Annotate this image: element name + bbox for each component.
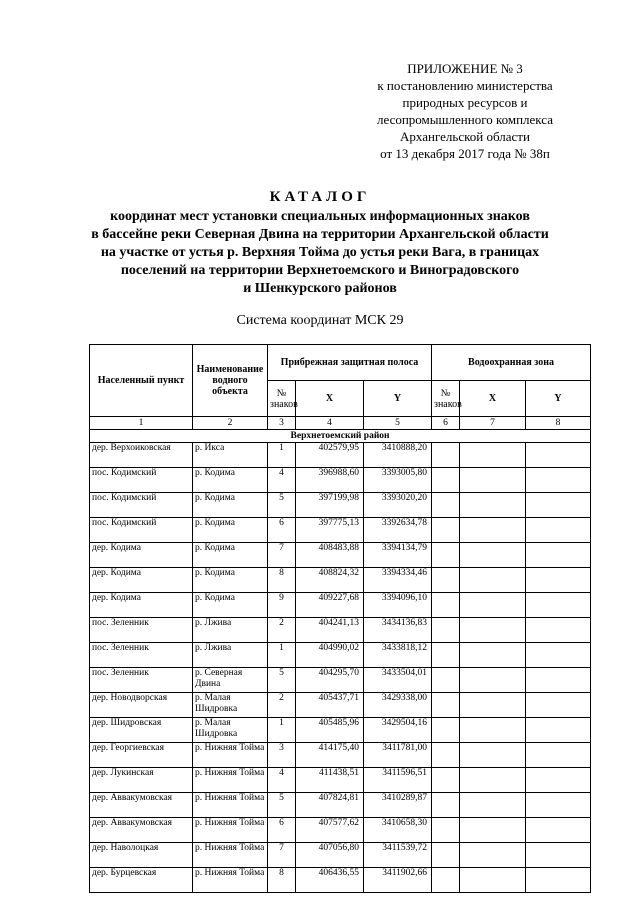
water-body-cell: р. Лжива bbox=[193, 618, 268, 643]
x-coordinate-cell: 396988,60 bbox=[296, 468, 364, 493]
y-coordinate-cell: 3393020,20 bbox=[364, 493, 432, 518]
x-coordinate-cell: 397775,13 bbox=[296, 518, 364, 543]
coordinates-table bbox=[89, 344, 591, 893]
y-coordinate-cell: 3433504,01 bbox=[364, 668, 432, 693]
empty-zone-cell bbox=[526, 718, 591, 743]
sign-number-cell: 5 bbox=[268, 668, 296, 693]
y-coordinate-cell: 3434136,83 bbox=[364, 618, 432, 643]
water-body-cell: р. Нижняя Тойма bbox=[193, 793, 268, 818]
empty-zone-cell bbox=[432, 718, 460, 743]
x-coordinate-cell: 404241,13 bbox=[296, 618, 364, 643]
empty-zone-cell bbox=[526, 843, 591, 868]
empty-zone-cell bbox=[432, 543, 460, 568]
y-coordinate-cell: 3429338,00 bbox=[364, 693, 432, 718]
x-coordinate-cell: 406436,55 bbox=[296, 868, 364, 893]
empty-zone-cell bbox=[526, 868, 591, 893]
empty-zone-cell bbox=[432, 768, 460, 793]
empty-zone-cell bbox=[460, 593, 526, 618]
x-coordinate-cell: 407056,80 bbox=[296, 843, 364, 868]
settlement-cell: дер. Наволоцкая bbox=[90, 843, 193, 868]
settlement-cell: пос. Кодимский bbox=[90, 468, 193, 493]
empty-zone-cell bbox=[460, 718, 526, 743]
settlement-cell: пос. Зеленник bbox=[90, 668, 193, 693]
water-body-cell: р. Малая Шидровка bbox=[193, 718, 268, 743]
empty-zone-cell bbox=[432, 793, 460, 818]
header-water-protection-zone: Водоохранная зона bbox=[432, 345, 591, 381]
column-number: 2 bbox=[193, 417, 268, 430]
empty-zone-cell bbox=[526, 693, 591, 718]
appendix-line: ПРИЛОЖЕНИЕ № 3 bbox=[407, 61, 523, 76]
empty-zone-cell bbox=[432, 468, 460, 493]
appendix-block bbox=[350, 60, 580, 162]
table-row bbox=[90, 743, 591, 768]
coordinate-system-label: Система координат МСК 29 bbox=[236, 313, 404, 328]
title-line: в бассейне реки Северная Двина на территории Архангельской области bbox=[91, 227, 549, 242]
table-row bbox=[90, 718, 591, 743]
y-coordinate-cell: 3411781,00 bbox=[364, 743, 432, 768]
settlement-cell: дер. Георгиевская bbox=[90, 743, 193, 768]
y-coordinate-cell: 3394334,46 bbox=[364, 568, 432, 593]
sign-number-cell: 4 bbox=[268, 768, 296, 793]
settlement-cell: дер. Лукинская bbox=[90, 768, 193, 793]
settlement-cell: дер. Кодима bbox=[90, 593, 193, 618]
empty-zone-cell bbox=[460, 568, 526, 593]
y-coordinate-cell: 3411596,51 bbox=[364, 768, 432, 793]
empty-zone-cell bbox=[526, 618, 591, 643]
table-row bbox=[90, 868, 591, 893]
header-coastal-strip: Прибрежная защитная полоса bbox=[268, 345, 432, 381]
sign-number-cell: 5 bbox=[268, 793, 296, 818]
header-y: Y bbox=[526, 381, 591, 417]
empty-zone-cell bbox=[526, 643, 591, 668]
table-row bbox=[90, 668, 591, 693]
settlement-cell: дер. Аввакумовская bbox=[90, 818, 193, 843]
empty-zone-cell bbox=[526, 543, 591, 568]
water-body-cell: р. Лжива bbox=[193, 643, 268, 668]
title-line: координат мест установки специальных информационных знаков bbox=[110, 209, 530, 224]
y-coordinate-cell: 3393005,80 bbox=[364, 468, 432, 493]
sign-number-cell: 2 bbox=[268, 693, 296, 718]
empty-zone-cell bbox=[432, 618, 460, 643]
settlement-cell: дер. Аввакумовская bbox=[90, 793, 193, 818]
column-number: 5 bbox=[364, 417, 432, 430]
appendix-line: от 13 декабря 2017 года № 38п bbox=[380, 146, 550, 161]
settlement-cell: дер. Кодима bbox=[90, 543, 193, 568]
empty-zone-cell bbox=[460, 668, 526, 693]
settlement-cell: дер. Кодима bbox=[90, 568, 193, 593]
empty-zone-cell bbox=[432, 643, 460, 668]
sign-number-cell: 2 bbox=[268, 618, 296, 643]
sign-number-cell: 1 bbox=[268, 643, 296, 668]
column-number: 1 bbox=[90, 417, 193, 430]
header-y: Y bbox=[364, 381, 432, 417]
x-coordinate-cell: 414175,40 bbox=[296, 743, 364, 768]
y-coordinate-cell: 3410658,30 bbox=[364, 818, 432, 843]
sign-number-cell: 6 bbox=[268, 518, 296, 543]
sign-number-cell: 9 bbox=[268, 593, 296, 618]
table-row bbox=[90, 493, 591, 518]
x-coordinate-cell: 405485,96 bbox=[296, 718, 364, 743]
table-row bbox=[90, 468, 591, 493]
sign-number-cell: 8 bbox=[268, 868, 296, 893]
table-row bbox=[90, 568, 591, 593]
empty-zone-cell bbox=[526, 518, 591, 543]
empty-zone-cell bbox=[432, 593, 460, 618]
empty-zone-cell bbox=[460, 518, 526, 543]
title-line: на участке от устья р. Верхняя Тойма до устья реки Вага, в границах bbox=[100, 245, 540, 260]
empty-zone-cell bbox=[432, 868, 460, 893]
empty-zone-cell bbox=[460, 493, 526, 518]
y-coordinate-cell: 3411539,72 bbox=[364, 843, 432, 868]
settlement-cell: дер. Новодворская bbox=[90, 693, 193, 718]
table-row bbox=[90, 443, 591, 468]
empty-zone-cell bbox=[460, 868, 526, 893]
column-number: 3 bbox=[268, 417, 296, 430]
empty-zone-cell bbox=[526, 593, 591, 618]
x-coordinate-cell: 402579,95 bbox=[296, 443, 364, 468]
column-number-row bbox=[90, 417, 591, 430]
x-coordinate-cell: 411438,51 bbox=[296, 768, 364, 793]
y-coordinate-cell: 3392634,78 bbox=[364, 518, 432, 543]
table-row bbox=[90, 643, 591, 668]
header-sign-no: № знаков bbox=[432, 381, 460, 417]
water-body-cell: р. Нижняя Тойма bbox=[193, 768, 268, 793]
water-body-cell: р. Нижняя Тойма bbox=[193, 818, 268, 843]
water-body-cell: р. Малая Шидровка bbox=[193, 693, 268, 718]
sign-number-cell: 5 bbox=[268, 493, 296, 518]
x-coordinate-cell: 408824,32 bbox=[296, 568, 364, 593]
empty-zone-cell bbox=[460, 643, 526, 668]
title-line: поселений на территории Верхнетоемского и Виноградовского bbox=[120, 263, 520, 278]
header-x: X bbox=[460, 381, 526, 417]
settlement-cell: пос. Зеленник bbox=[90, 618, 193, 643]
empty-zone-cell bbox=[460, 793, 526, 818]
water-body-cell: р. Нижняя Тойма bbox=[193, 868, 268, 893]
empty-zone-cell bbox=[526, 818, 591, 843]
catalog-title bbox=[40, 188, 600, 298]
empty-zone-cell bbox=[460, 443, 526, 468]
appendix-line: лесопромышленного комплекса bbox=[376, 112, 553, 127]
empty-zone-cell bbox=[432, 518, 460, 543]
settlement-cell: пос. Зеленник bbox=[90, 643, 193, 668]
empty-zone-cell bbox=[526, 793, 591, 818]
header-sign-no: № знаков bbox=[268, 381, 296, 417]
water-body-cell: р. Кодима bbox=[193, 518, 268, 543]
sign-number-cell: 7 bbox=[268, 843, 296, 868]
empty-zone-cell bbox=[526, 568, 591, 593]
empty-zone-cell bbox=[460, 818, 526, 843]
empty-zone-cell bbox=[460, 768, 526, 793]
water-body-cell: р. Икса bbox=[193, 443, 268, 468]
header-water-body: Наименование водного объекта bbox=[193, 345, 268, 417]
water-body-cell: р. Нижняя Тойма bbox=[193, 743, 268, 768]
empty-zone-cell bbox=[432, 843, 460, 868]
x-coordinate-cell: 397199,98 bbox=[296, 493, 364, 518]
table-row bbox=[90, 793, 591, 818]
settlement-cell: дер. Верхоиковская bbox=[90, 443, 193, 468]
empty-zone-cell bbox=[432, 818, 460, 843]
region-name: Верхнетоемский район bbox=[90, 430, 591, 443]
empty-zone-cell bbox=[432, 568, 460, 593]
empty-zone-cell bbox=[460, 693, 526, 718]
y-coordinate-cell: 3410888,20 bbox=[364, 443, 432, 468]
empty-zone-cell bbox=[432, 668, 460, 693]
empty-zone-cell bbox=[460, 468, 526, 493]
empty-zone-cell bbox=[432, 493, 460, 518]
water-body-cell: р. Кодима bbox=[193, 493, 268, 518]
empty-zone-cell bbox=[526, 768, 591, 793]
table-row bbox=[90, 818, 591, 843]
title-line: и Шенкурского районов bbox=[243, 281, 397, 296]
x-coordinate-cell: 404990,02 bbox=[296, 643, 364, 668]
appendix-line: к постановлению министерства bbox=[377, 78, 553, 93]
empty-zone-cell bbox=[460, 743, 526, 768]
empty-zone-cell bbox=[526, 743, 591, 768]
settlement-cell: дер. Бурцевская bbox=[90, 868, 193, 893]
empty-zone-cell bbox=[526, 443, 591, 468]
sign-number-cell: 8 bbox=[268, 568, 296, 593]
table-row bbox=[90, 618, 591, 643]
y-coordinate-cell: 3394134,79 bbox=[364, 543, 432, 568]
settlement-cell: пос. Кодимский bbox=[90, 493, 193, 518]
empty-zone-cell bbox=[432, 443, 460, 468]
water-body-cell: р. Нижняя Тойма bbox=[193, 843, 268, 868]
water-body-cell: р. Кодима bbox=[193, 568, 268, 593]
water-body-cell: р. Северная Двина bbox=[193, 668, 268, 693]
x-coordinate-cell: 405437,71 bbox=[296, 693, 364, 718]
x-coordinate-cell: 407824,81 bbox=[296, 793, 364, 818]
sign-number-cell: 7 bbox=[268, 543, 296, 568]
column-number: 7 bbox=[460, 417, 526, 430]
empty-zone-cell bbox=[526, 493, 591, 518]
settlement-cell: пос. Кодимский bbox=[90, 518, 193, 543]
table-row bbox=[90, 843, 591, 868]
empty-zone-cell bbox=[460, 843, 526, 868]
appendix-line: Архангельской области bbox=[400, 129, 530, 144]
y-coordinate-cell: 3410289,87 bbox=[364, 793, 432, 818]
sign-number-cell: 1 bbox=[268, 443, 296, 468]
header-x: X bbox=[296, 381, 364, 417]
table-row bbox=[90, 518, 591, 543]
y-coordinate-cell: 3429504,16 bbox=[364, 718, 432, 743]
water-body-cell: р. Кодима bbox=[193, 468, 268, 493]
column-number: 4 bbox=[296, 417, 364, 430]
empty-zone-cell bbox=[460, 618, 526, 643]
empty-zone-cell bbox=[460, 543, 526, 568]
sign-number-cell: 4 bbox=[268, 468, 296, 493]
x-coordinate-cell: 408483,88 bbox=[296, 543, 364, 568]
table-row bbox=[90, 693, 591, 718]
header-settlement: Населенный пункт bbox=[90, 345, 193, 417]
sign-number-cell: 6 bbox=[268, 818, 296, 843]
empty-zone-cell bbox=[432, 743, 460, 768]
sign-number-cell: 1 bbox=[268, 718, 296, 743]
column-number: 6 bbox=[432, 417, 460, 430]
water-body-cell: р. Кодима bbox=[193, 543, 268, 568]
table-row bbox=[90, 593, 591, 618]
empty-zone-cell bbox=[526, 468, 591, 493]
table-row bbox=[90, 543, 591, 568]
region-row bbox=[90, 430, 591, 443]
table-row bbox=[90, 768, 591, 793]
empty-zone-cell bbox=[432, 693, 460, 718]
y-coordinate-cell: 3433818,12 bbox=[364, 643, 432, 668]
x-coordinate-cell: 404295,70 bbox=[296, 668, 364, 693]
water-body-cell: р. Кодима bbox=[193, 593, 268, 618]
settlement-cell: дер. Шидровская bbox=[90, 718, 193, 743]
empty-zone-cell bbox=[526, 668, 591, 693]
x-coordinate-cell: 407577,62 bbox=[296, 818, 364, 843]
appendix-line: природных ресурсов и bbox=[402, 95, 528, 110]
column-number: 8 bbox=[526, 417, 591, 430]
sign-number-cell: 3 bbox=[268, 743, 296, 768]
y-coordinate-cell: 3411902,66 bbox=[364, 868, 432, 893]
catalog-heading: КАТАЛОГ bbox=[269, 189, 371, 205]
y-coordinate-cell: 3394096,10 bbox=[364, 593, 432, 618]
x-coordinate-cell: 409227,68 bbox=[296, 593, 364, 618]
